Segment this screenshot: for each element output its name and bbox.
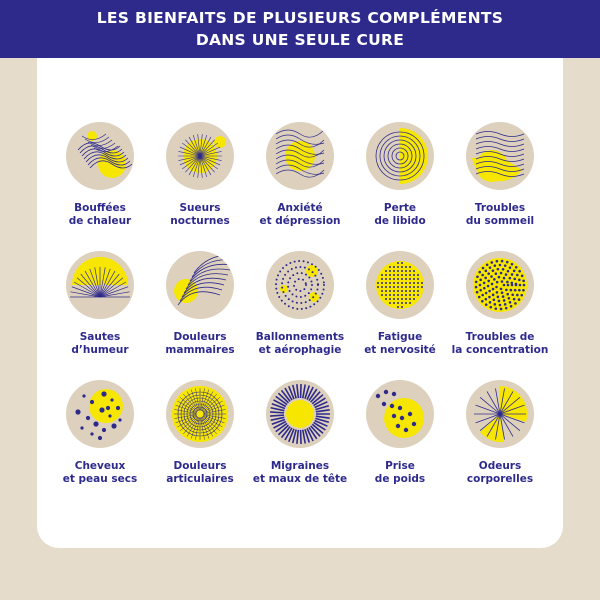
benefit-label (350, 331, 450, 357)
benefit-item (150, 120, 250, 228)
benefit-item (350, 378, 450, 486)
benefit-label-line-1: Odeurs (478, 460, 522, 472)
scattered-dots-icon (64, 378, 136, 450)
benefit-label (150, 202, 250, 228)
benefit-label-line-2: mammaires (165, 344, 235, 356)
fan-rays-icon (64, 249, 136, 321)
benefit-label-line-2: du sommeil (465, 215, 535, 227)
benefit-label-line-1: Cheveux (74, 460, 126, 472)
benefit-label-line-1: Bouffées (74, 202, 126, 214)
benefit-label (150, 331, 250, 357)
benefits-card (37, 58, 563, 548)
benefit-item (350, 249, 450, 357)
benefit-label (250, 202, 350, 228)
benefit-item (150, 378, 250, 486)
benefit-label-line-1: Douleurs (173, 460, 227, 472)
benefit-item (450, 378, 550, 486)
benefit-label-line-1: Sueurs (179, 202, 221, 214)
benefit-label-line-2: et aérophagie (258, 344, 342, 356)
starburst-icon (164, 120, 236, 192)
benefit-item (250, 249, 350, 357)
benefit-label (50, 460, 150, 486)
benefit-item (50, 120, 150, 228)
benefit-item (150, 249, 250, 357)
sunburst-icon (264, 378, 336, 450)
benefit-label-line-1: Troubles (474, 202, 526, 214)
benefit-item (50, 249, 150, 357)
benefit-label (150, 460, 250, 486)
benefit-label-line-1: Sautes (79, 331, 121, 343)
benefit-item (250, 120, 350, 228)
concentric-rings-icon (364, 120, 436, 192)
benefit-label-line-1: Migraines (270, 460, 330, 472)
benefit-label-line-1: Perte (383, 202, 417, 214)
benefit-label-line-1: Fatigue (377, 331, 423, 343)
benefit-label-line-2: corporelles (466, 473, 534, 485)
header-title-line-2: DANS UNE SEULE CURE (195, 31, 405, 49)
benefit-item (450, 249, 550, 357)
header-title-line-1: LES BIENFAITS DE PLUSIEURS COMPLÉMENTS (96, 9, 504, 27)
benefit-label (450, 460, 550, 486)
benefit-label (450, 331, 550, 357)
tangled-lines-icon (264, 120, 336, 192)
radiating-lines-icon (464, 378, 536, 450)
dotted-rings-icon (464, 249, 536, 321)
benefit-item (350, 120, 450, 228)
benefit-item (450, 120, 550, 228)
wave-lines-icon (464, 120, 536, 192)
benefit-label-line-2: et nervosité (364, 344, 436, 356)
benefit-label-line-1: Douleurs (173, 331, 227, 343)
radial-burst-icon (164, 378, 236, 450)
dot-grid-circle-icon (364, 249, 436, 321)
benefit-label (350, 202, 450, 228)
curved-lines-icon (164, 249, 236, 321)
benefit-label-line-2: nocturnes (170, 215, 230, 227)
benefit-label-line-2: et dépression (259, 215, 341, 227)
benefit-label (250, 460, 350, 486)
contour-lines-icon (64, 120, 136, 192)
benefit-label-line-2: de libido (374, 215, 426, 227)
benefit-label-line-2: la concentration (451, 344, 549, 356)
benefit-label-line-2: de poids (374, 473, 426, 485)
benefit-label-line-1: Anxiété (277, 202, 323, 214)
dots-cluster-icon (364, 378, 436, 450)
benefit-label-line-2: et peau secs (62, 473, 138, 485)
benefit-label-line-1: Troubles de (465, 331, 535, 343)
benefit-label-line-1: Prise (385, 460, 415, 472)
benefit-label-line-2: d’humeur (71, 344, 129, 356)
benefit-label (250, 331, 350, 357)
benefit-label (50, 331, 150, 357)
benefit-item (50, 378, 150, 486)
benefit-item (250, 378, 350, 486)
benefit-label (50, 202, 150, 228)
benefit-label-line-2: articulaires (166, 473, 234, 485)
benefit-label-line-1: Ballonnements (255, 331, 345, 343)
header-banner (0, 0, 600, 58)
benefit-label-line-2: et maux de tête (252, 473, 348, 485)
benefit-label (450, 202, 550, 228)
benefit-label-line-2: de chaleur (68, 215, 132, 227)
dotted-spiral-icon (264, 249, 336, 321)
benefit-label (350, 460, 450, 486)
